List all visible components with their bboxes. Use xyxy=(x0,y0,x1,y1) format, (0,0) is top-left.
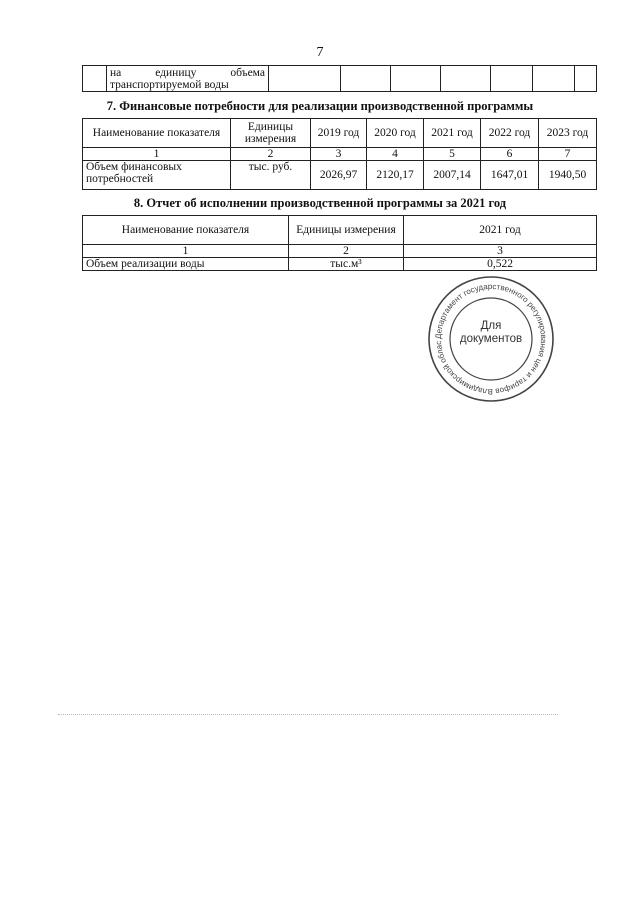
row-text-line2: транспортируемой воды xyxy=(110,78,229,91)
column-number: 4 xyxy=(367,148,424,161)
page-number: 7 xyxy=(316,45,324,60)
unit-cell: тыс.м³ xyxy=(289,258,404,271)
row-label: Объем финансовых потребностей xyxy=(83,161,231,190)
table-cell xyxy=(83,66,107,92)
header-cell: 2021 год xyxy=(424,119,481,148)
column-number: 1 xyxy=(83,148,231,161)
continuation-table xyxy=(82,65,597,92)
header-cell: 2021 год xyxy=(404,216,597,245)
stamp-center-line1: Для xyxy=(480,320,502,332)
scan-artifact-line xyxy=(58,714,558,715)
column-number: 7 xyxy=(539,148,597,161)
column-number: 1 xyxy=(83,245,289,258)
header-cell: Единицы измерения xyxy=(289,216,404,245)
header-cell: 2023 год xyxy=(539,119,597,148)
column-number: 5 xyxy=(424,148,481,161)
header-cell: 2019 год xyxy=(311,119,367,148)
section-8-heading: 8. Отчет об исполнении производственной программы за 2021 год xyxy=(133,196,507,210)
row-label: Объем реализации воды xyxy=(83,258,289,271)
value-cell: 2026,97 xyxy=(311,161,367,190)
column-number: 3 xyxy=(404,245,597,258)
header-cell: Единицы измерения xyxy=(231,119,311,148)
table-cell xyxy=(491,66,533,92)
value-cell: 2120,17 xyxy=(367,161,424,190)
stamp-center-line2: документов xyxy=(459,333,523,345)
table-cell xyxy=(575,66,597,92)
header-cell: 2020 год xyxy=(367,119,424,148)
section-7-table xyxy=(82,118,597,190)
table-cell xyxy=(107,66,269,92)
value-cell: 0,522 xyxy=(404,258,597,271)
header-cell: Наименование показателя xyxy=(83,119,231,148)
table-cell xyxy=(341,66,391,92)
row-text-line1: на единицу объема xyxy=(110,66,265,79)
official-stamp xyxy=(426,274,556,404)
value-cell: 1940,50 xyxy=(539,161,597,190)
column-number: 6 xyxy=(481,148,539,161)
unit-cell: тыс. руб. xyxy=(231,161,311,190)
value-cell: 1647,01 xyxy=(481,161,539,190)
header-cell: Наименование показателя xyxy=(83,216,289,245)
table-cell xyxy=(269,66,341,92)
value-cell: 2007,14 xyxy=(424,161,481,190)
table-cell xyxy=(391,66,441,92)
table-cell xyxy=(441,66,491,92)
column-number: 2 xyxy=(231,148,311,161)
section-7-heading: 7. Финансовые потребности для реализации производственной программы xyxy=(106,99,534,113)
section-8-table xyxy=(82,215,597,271)
column-number: 2 xyxy=(289,245,404,258)
stamp-ring-text: Департамент государственного регулирования цен и тарифов Владимирской облас xyxy=(433,281,549,397)
header-cell: 2022 год xyxy=(481,119,539,148)
column-number: 3 xyxy=(311,148,367,161)
table-cell xyxy=(533,66,575,92)
